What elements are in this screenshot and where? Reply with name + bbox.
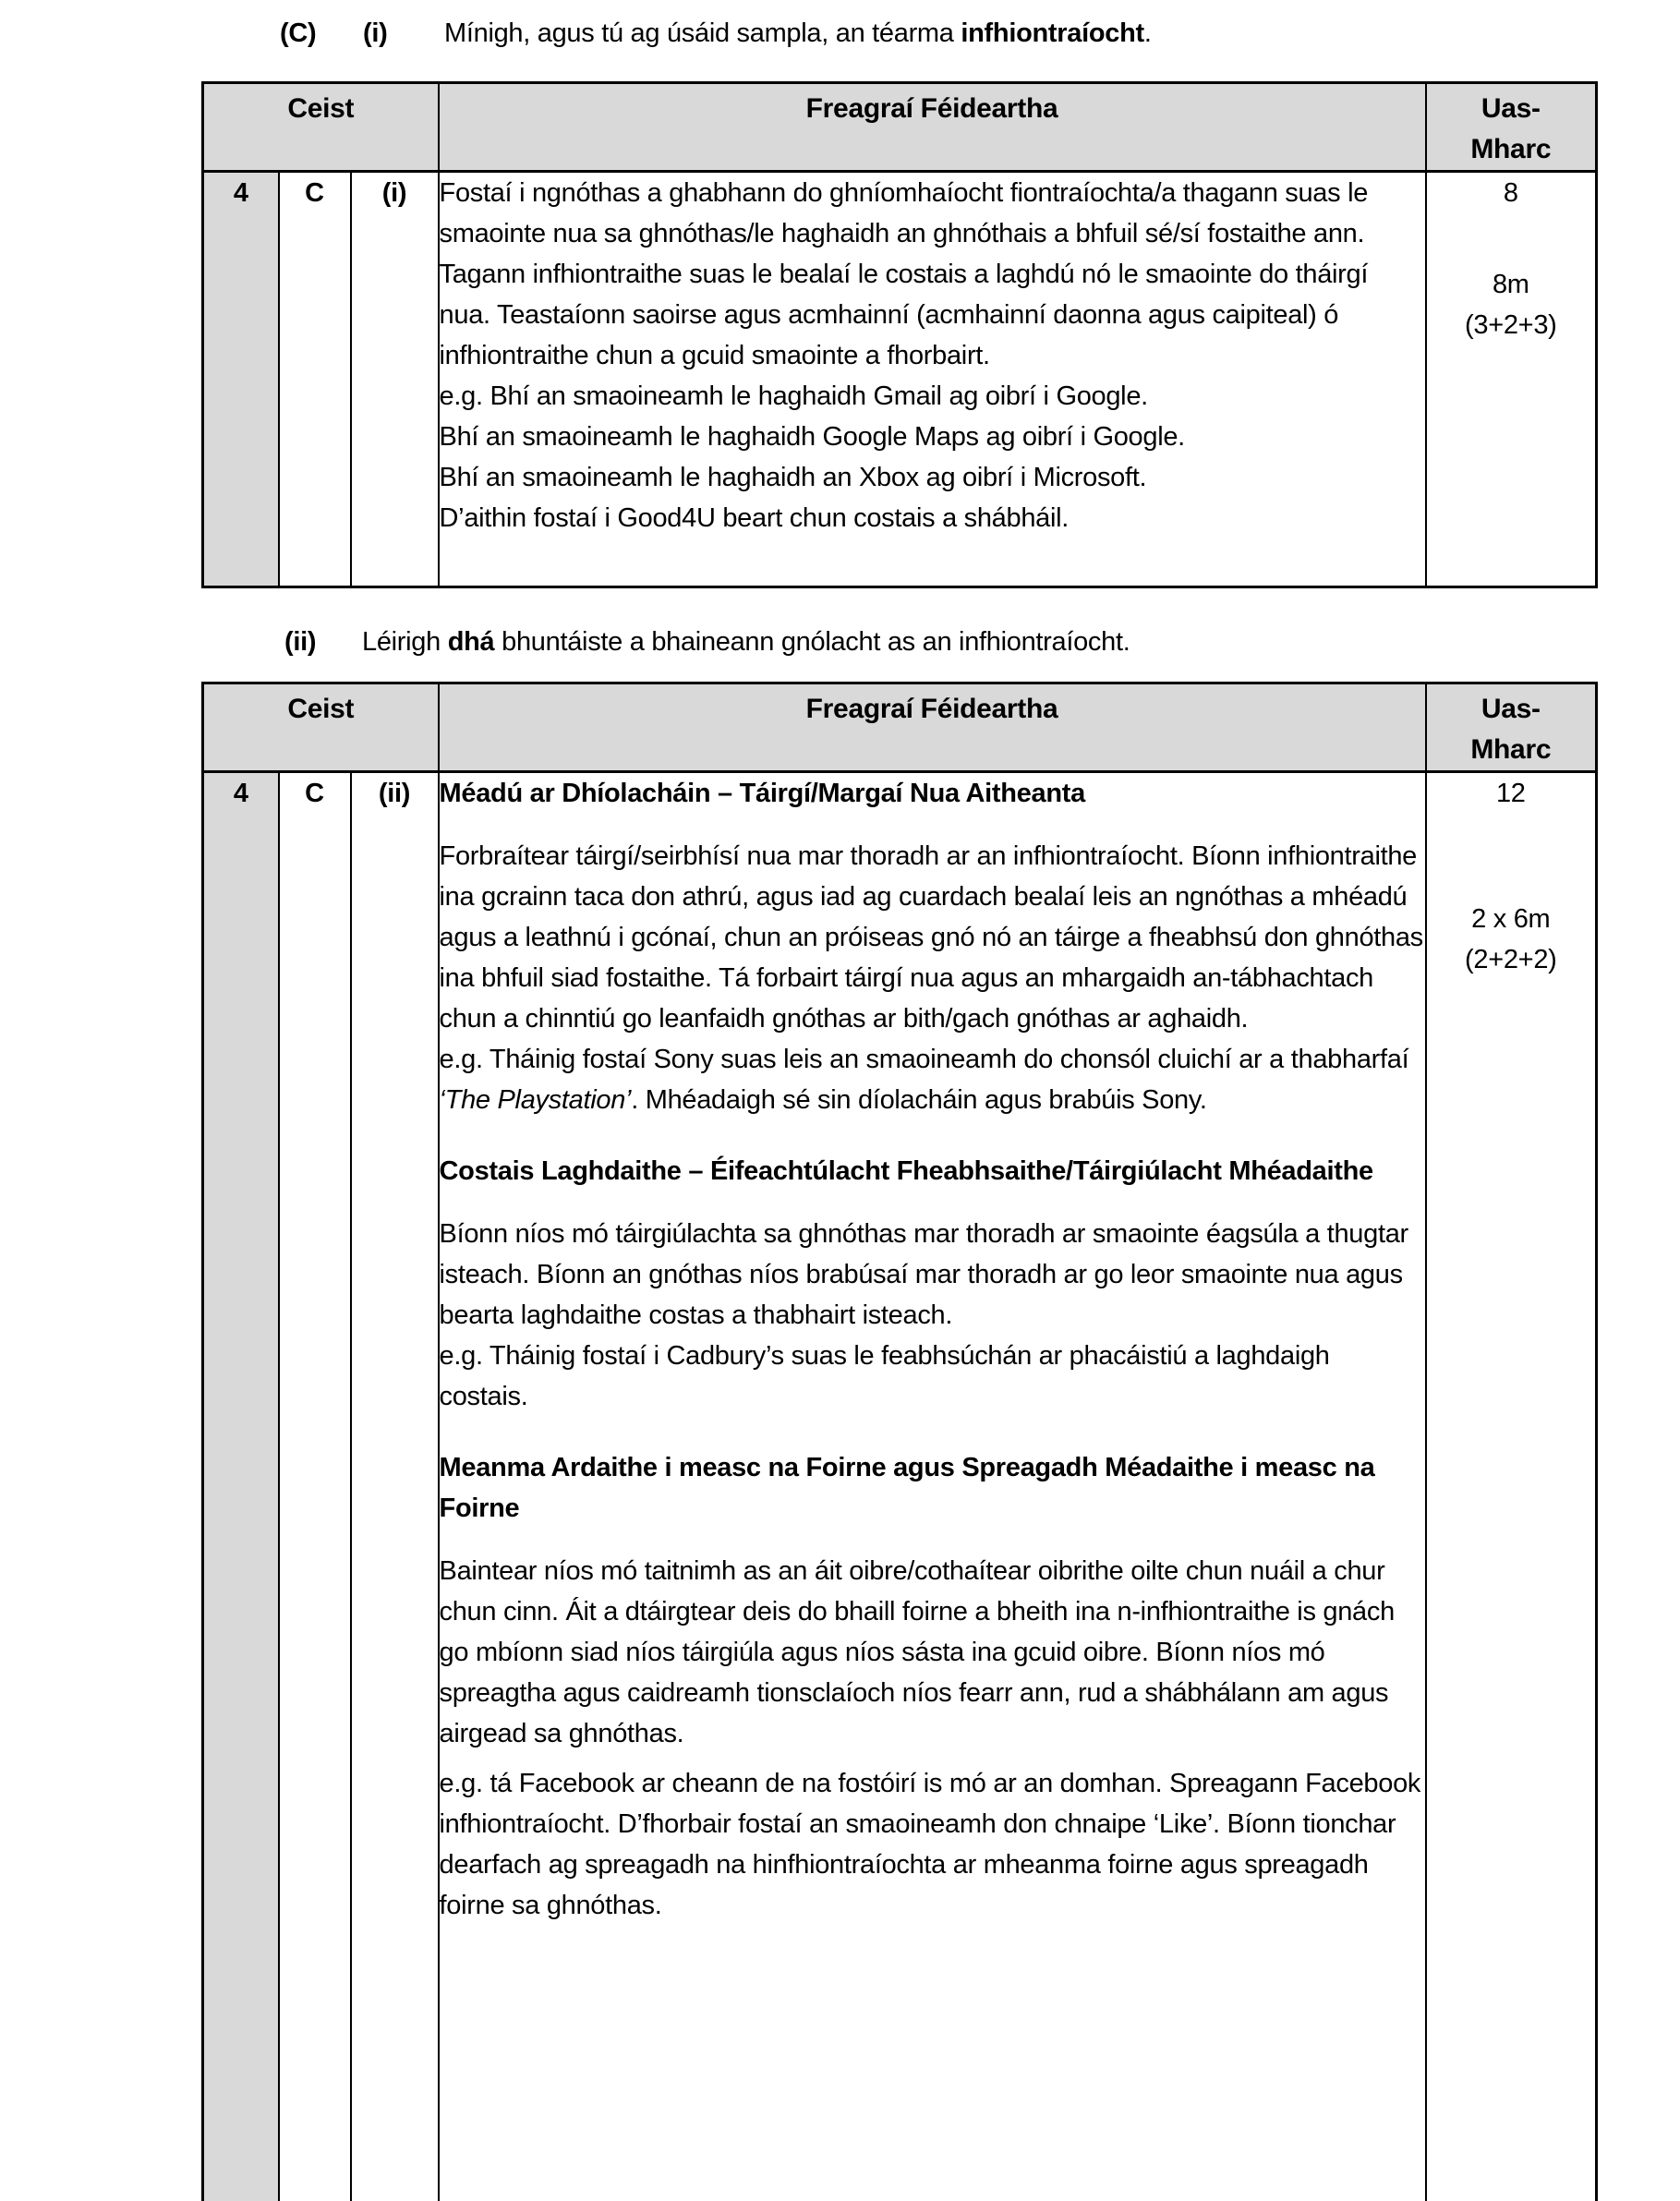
marks-breakdown-scheme: 8m	[1492, 270, 1529, 299]
answer-paragraph: Bíonn níos mó táirgiúlachta sa ghnóthas mar thoradh ar smaointe éagsúla a thugtar isteach. Bíonn an gnóthas níos brabúsaí mar thoradh ar go leor smaointe nua agus bearta laghdaithe costas a thabhairt isteach.	[439, 1219, 1408, 1330]
marks-total: 12	[1495, 779, 1526, 808]
answer-paragraph: Fostaí i ngnóthas a ghabhann do ghníomhaíocht fiontraíochta/a thagann suas le smaointe nua sa ghnóthas/le haghaidh an ghnóthais a bhfuil sé/sí fostaithe ann. Tagann infhiontraithe suas le bealaí le costais a laghdú nó le smaointe do tháirgí nua. Teastaíonn saoirse agus acmhainní (acmhainní daonna agus caipiteal) ó infhiontraithe chun a gcuid smaointe a fhorbairt.	[439, 178, 1369, 370]
possible-answers-cell-ii	[439, 772, 1426, 2201]
column-header-uas-mharc	[1426, 683, 1597, 772]
question-intro-i	[280, 0, 1680, 54]
question-part-cell: C	[279, 172, 351, 587]
marks-cell-i	[1426, 172, 1597, 587]
column-header-freagrai-feidearthacha: Freagraí Féideartha	[439, 83, 1426, 172]
question-number-cell: 4	[203, 172, 279, 587]
answer-row-ii	[203, 772, 1597, 2201]
question-text-ii	[362, 627, 1130, 657]
question-part-label: (C)	[280, 18, 317, 48]
question-text-post: .	[1143, 18, 1152, 48]
table-header-row	[203, 683, 1597, 772]
question-text-bold-term: infhiontraíocht	[961, 18, 1144, 48]
uas-mharc-line2: Mharc	[1470, 134, 1552, 164]
question-text-pre: Mínigh, agus tú ag úsáid sampla, an téarma	[444, 18, 961, 48]
marking-scheme-table-i	[201, 81, 1598, 588]
answer-heading-reduced-costs: Costais Laghdaithe – Éifeachtúlacht Fheabhsaithe/Táirgiúlacht Mhéadaithe	[439, 1156, 1373, 1186]
question-text-pre: Léirigh	[362, 627, 448, 657]
answer-paragraph: Forbraítear táirgí/seirbhísí nua mar thoradh ar an infhiontraíocht. Bíonn infhiontraithe ina gcrainn taca don athrú, agus iad ag cuardach bealaí leis an ngnóthas a mhéadú agus a leathnú i gcónaí, chun an próiseas gnó nó an táirge a fheabhsú don ghnóthas ina bhfuil siad fostaithe. Tá forbairt táirgí nua agus an mhargaidh an-tábhachtach chun a chinntiú go leanfaidh gnóthas ar bith/gach gnóthas ar aghaidh.	[439, 841, 1423, 1034]
column-header-freagrai-feidearthacha: Freagraí Féideartha	[439, 683, 1426, 772]
column-header-ceist: Ceist	[203, 683, 439, 772]
question-text-post: bhuntáiste a bhaineann gnólacht as an infhiontraíocht.	[494, 627, 1130, 657]
column-header-uas-mharc	[1426, 83, 1597, 172]
question-subpart-cell: (ii)	[351, 772, 439, 2201]
question-text-i	[444, 18, 1152, 48]
marks-total: 8	[1503, 178, 1518, 208]
example-text-post: . Mhéadaigh sé sin díolacháin agus brabúis Sony.	[631, 1085, 1207, 1115]
question-subpart-label: (ii)	[284, 627, 317, 657]
answer-heading-sales-increase: Méadú ar Dhíolacháin – Táirgí/Margaí Nua Aitheanta	[439, 779, 1085, 808]
uas-mharc-line1: Uas-	[1481, 694, 1541, 724]
table-header-row	[203, 83, 1597, 172]
marking-scheme-table-ii	[201, 682, 1598, 2201]
marks-breakdown-split: (2+2+2)	[1465, 945, 1557, 974]
answer-paragraph: Baintear níos mó taitnimh as an áit oibre/cothaítear oibrithe oilte chun nuáil a chur chun cinn. Áit a dtáirgtear deis do bhaill foirne a bheith ina n-infhiontraithe is gnách go mbíonn siad níos táirgiúla agus níos sásta ina gcuid oibre. Bíonn níos mó spreagtha agus caidreamh tionsclaíoch níos fearr ann, rud a shábhálann am agus airgead sa ghnóthas.	[439, 1556, 1395, 1748]
question-intro-ii	[284, 622, 1680, 662]
example-text-pre: e.g. Tháinig fostaí Sony suas leis an smaoineamh do chonsól cluichí ar a thabharfaí	[439, 1045, 1409, 1074]
answer-heading-staff-morale: Meanma Ardaithe i measc na Foirne agus Spreagadh Méadaithe i measc na Foirne	[439, 1453, 1375, 1523]
question-text-bold-term: dhá	[447, 627, 495, 657]
question-subpart-cell: (i)	[351, 172, 439, 587]
answer-example-line: e.g. Bhí an smaoineamh le haghaidh Gmail ag oibrí i Google.	[439, 381, 1148, 411]
answer-example: e.g. tá Facebook ar cheann de na fostóirí is mó ar an domhan. Spreagann Facebook infhiontraíocht. D’fhorbair fostaí an smaoineamh don chnaipe ‘Like’. Bíonn tionchar dearfach ag spreagadh na hinfhiontraíochta ar mheanma foirne agus spreagadh foirne sa ghnóthas.	[439, 1769, 1421, 1920]
marks-breakdown-scheme: 2 x 6m	[1471, 904, 1551, 934]
answer-row-i	[203, 172, 1597, 587]
example-text-italic: ‘The Playstation’	[439, 1085, 632, 1115]
answer-example	[440, 1039, 1425, 1120]
marks-cell-ii	[1426, 772, 1597, 2201]
uas-mharc-line2: Mharc	[1470, 734, 1552, 765]
answer-example-line: Bhí an smaoineamh le haghaidh an Xbox ag oibrí i Microsoft.	[439, 463, 1147, 492]
possible-answers-cell-i	[439, 172, 1426, 587]
uas-mharc-line1: Uas-	[1481, 93, 1541, 124]
answer-example-line: Bhí an smaoineamh le haghaidh Google Maps ag oibrí i Google.	[439, 422, 1185, 452]
question-number-cell: 4	[203, 772, 279, 2201]
column-header-ceist: Ceist	[203, 83, 439, 172]
answer-example-line: D’aithin fostaí i Good4U beart chun costais a shábháil.	[439, 503, 1070, 533]
question-part-cell: C	[279, 772, 351, 2201]
marks-breakdown-split: (3+2+3)	[1465, 310, 1557, 340]
answer-example: e.g. Tháinig fostaí i Cadbury’s suas le feabhsúchán ar phacáistiú a laghdaigh costais.	[439, 1341, 1330, 1411]
question-subpart-label: (i)	[363, 18, 388, 48]
